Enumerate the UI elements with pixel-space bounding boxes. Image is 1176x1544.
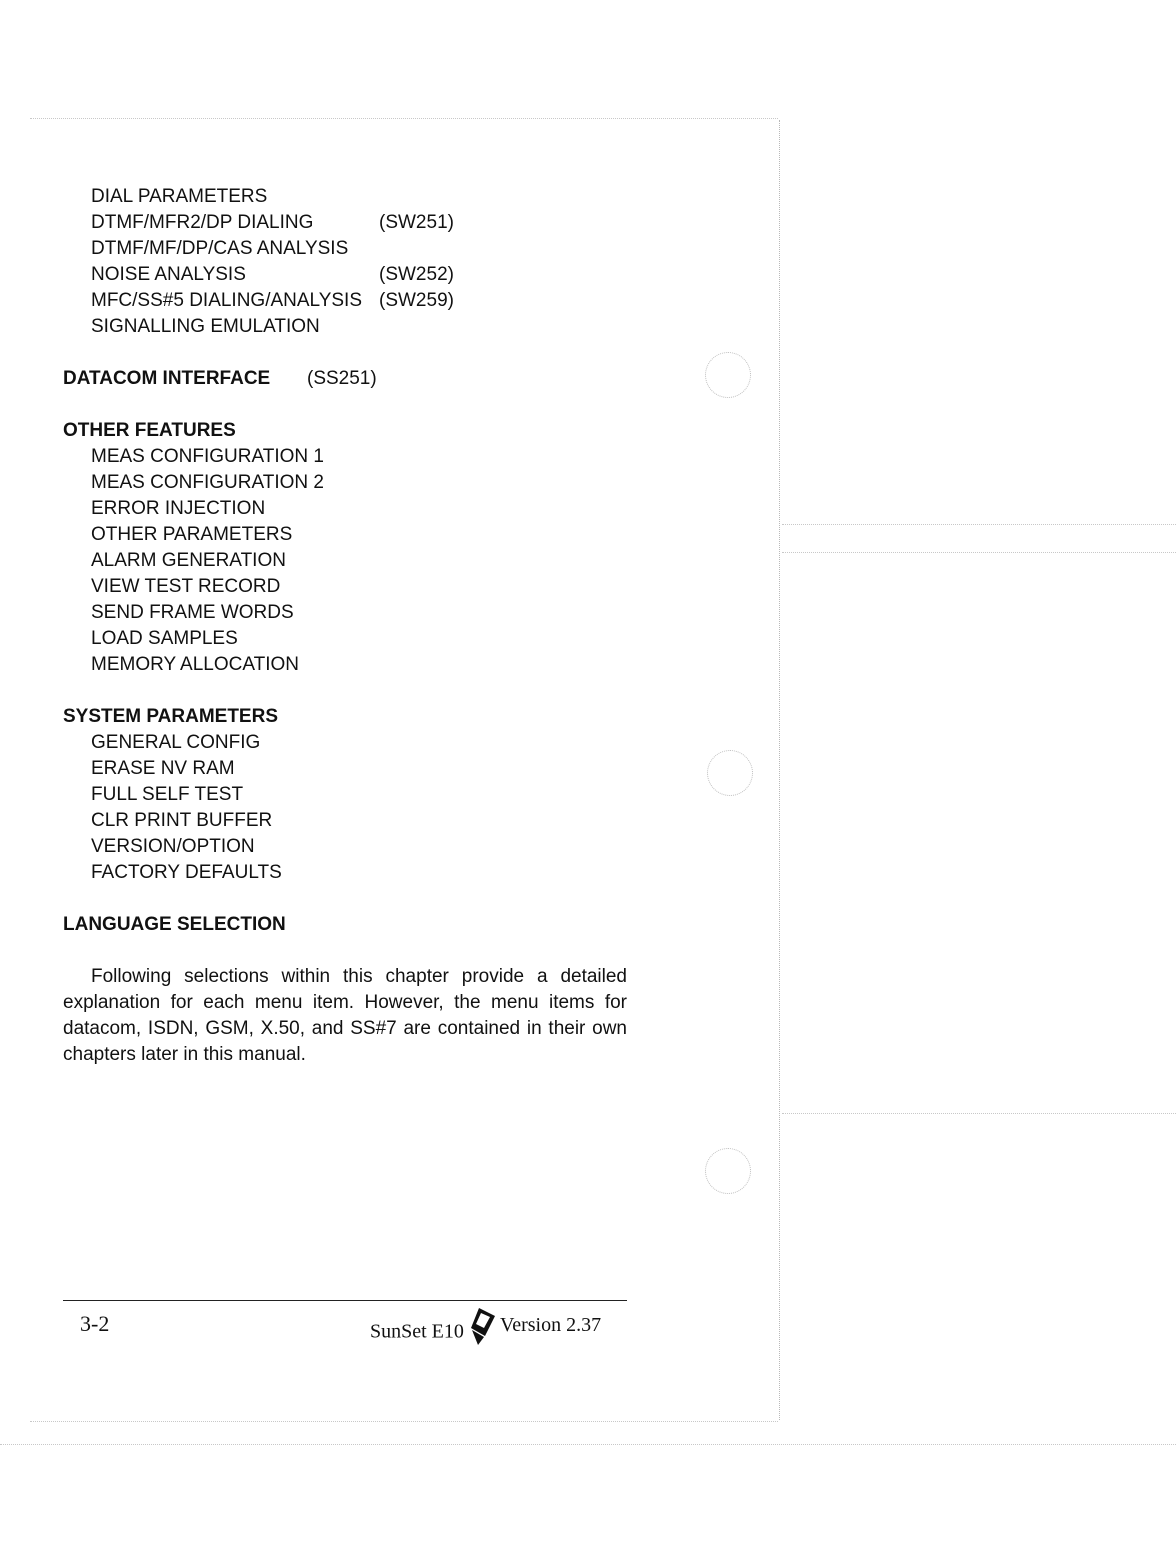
menu-item: DTMF/MF/DP/CAS ANALYSIS — [91, 238, 349, 259]
scan-artifact-line — [782, 552, 1176, 553]
menu-item: SEND FRAME WORDS — [91, 602, 294, 623]
menu-item: GENERAL CONFIG — [91, 732, 261, 753]
page-number: 3-2 — [80, 1311, 110, 1336]
menu-item: VERSION/OPTION — [91, 836, 255, 857]
section-header-datacom: DATACOM INTERFACE (SS251) — [63, 366, 633, 392]
menu-item: NOISE ANALYSIS (SW252) — [63, 262, 633, 288]
footer-product — [370, 1314, 503, 1352]
menu-item: DIAL PARAMETERS — [91, 186, 268, 207]
option-code: (SW252) — [379, 264, 454, 285]
menu-item: VIEW TEST RECORD — [91, 576, 281, 597]
scan-edge-top — [30, 118, 778, 119]
handset-logo-icon — [469, 1306, 499, 1352]
option-code: (SW251) — [379, 212, 454, 233]
menu-item: FULL SELF TEST — [91, 784, 244, 805]
menu-item: ERASE NV RAM — [91, 758, 235, 779]
page-content — [63, 184, 633, 1068]
menu-item: MEAS CONFIGURATION 2 — [91, 472, 324, 493]
menu-item: ERROR INJECTION — [91, 498, 266, 519]
scan-artifact-line — [782, 1113, 1176, 1114]
scan-edge-right — [779, 120, 780, 1420]
option-code: (SW259) — [379, 290, 454, 311]
section-header-language-selection: LANGUAGE SELECTION — [63, 914, 286, 935]
punch-hole — [705, 1148, 751, 1194]
menu-item: MFC/SS#5 DIALING/ANALYSIS (SW259) — [63, 288, 633, 314]
footer-rule — [63, 1300, 627, 1301]
scan-artifact-line — [782, 524, 1176, 525]
version-label: Version 2.37 — [500, 1314, 602, 1336]
scan-edge-lower — [0, 1444, 1176, 1445]
menu-item: CLR PRINT BUFFER — [91, 810, 273, 831]
body-paragraph: Following selections within this chapter provide a detailed explanation for each menu item. However, the menu items for datacom, ISDN, GSM, X.50, and SS#7 are contained in their own chapters later in this manual. — [63, 966, 627, 1065]
section-header-other-features: OTHER FEATURES — [63, 420, 236, 441]
menu-item: MEAS CONFIGURATION 1 — [91, 446, 324, 467]
menu-list-system-parameters — [63, 730, 633, 886]
menu-item: LOAD SAMPLES — [91, 628, 238, 649]
punch-hole — [707, 750, 753, 796]
product-name: SunSet E10 — [370, 1320, 464, 1343]
menu-item: SIGNALLING EMULATION — [91, 316, 320, 337]
menu-list-other-features — [63, 444, 633, 678]
menu-item: OTHER PARAMETERS — [91, 524, 293, 545]
menu-item: ALARM GENERATION — [91, 550, 286, 571]
punch-hole — [705, 352, 751, 398]
menu-item: FACTORY DEFAULTS — [91, 862, 282, 883]
option-code: (SS251) — [307, 368, 377, 389]
menu-item: DTMF/MFR2/DP DIALING (SW251) — [63, 210, 633, 236]
section-header-system-parameters: SYSTEM PARAMETERS — [63, 706, 279, 727]
menu-item: MEMORY ALLOCATION — [91, 654, 299, 675]
menu-list-top — [63, 184, 633, 340]
scan-edge-bottom — [30, 1421, 778, 1422]
